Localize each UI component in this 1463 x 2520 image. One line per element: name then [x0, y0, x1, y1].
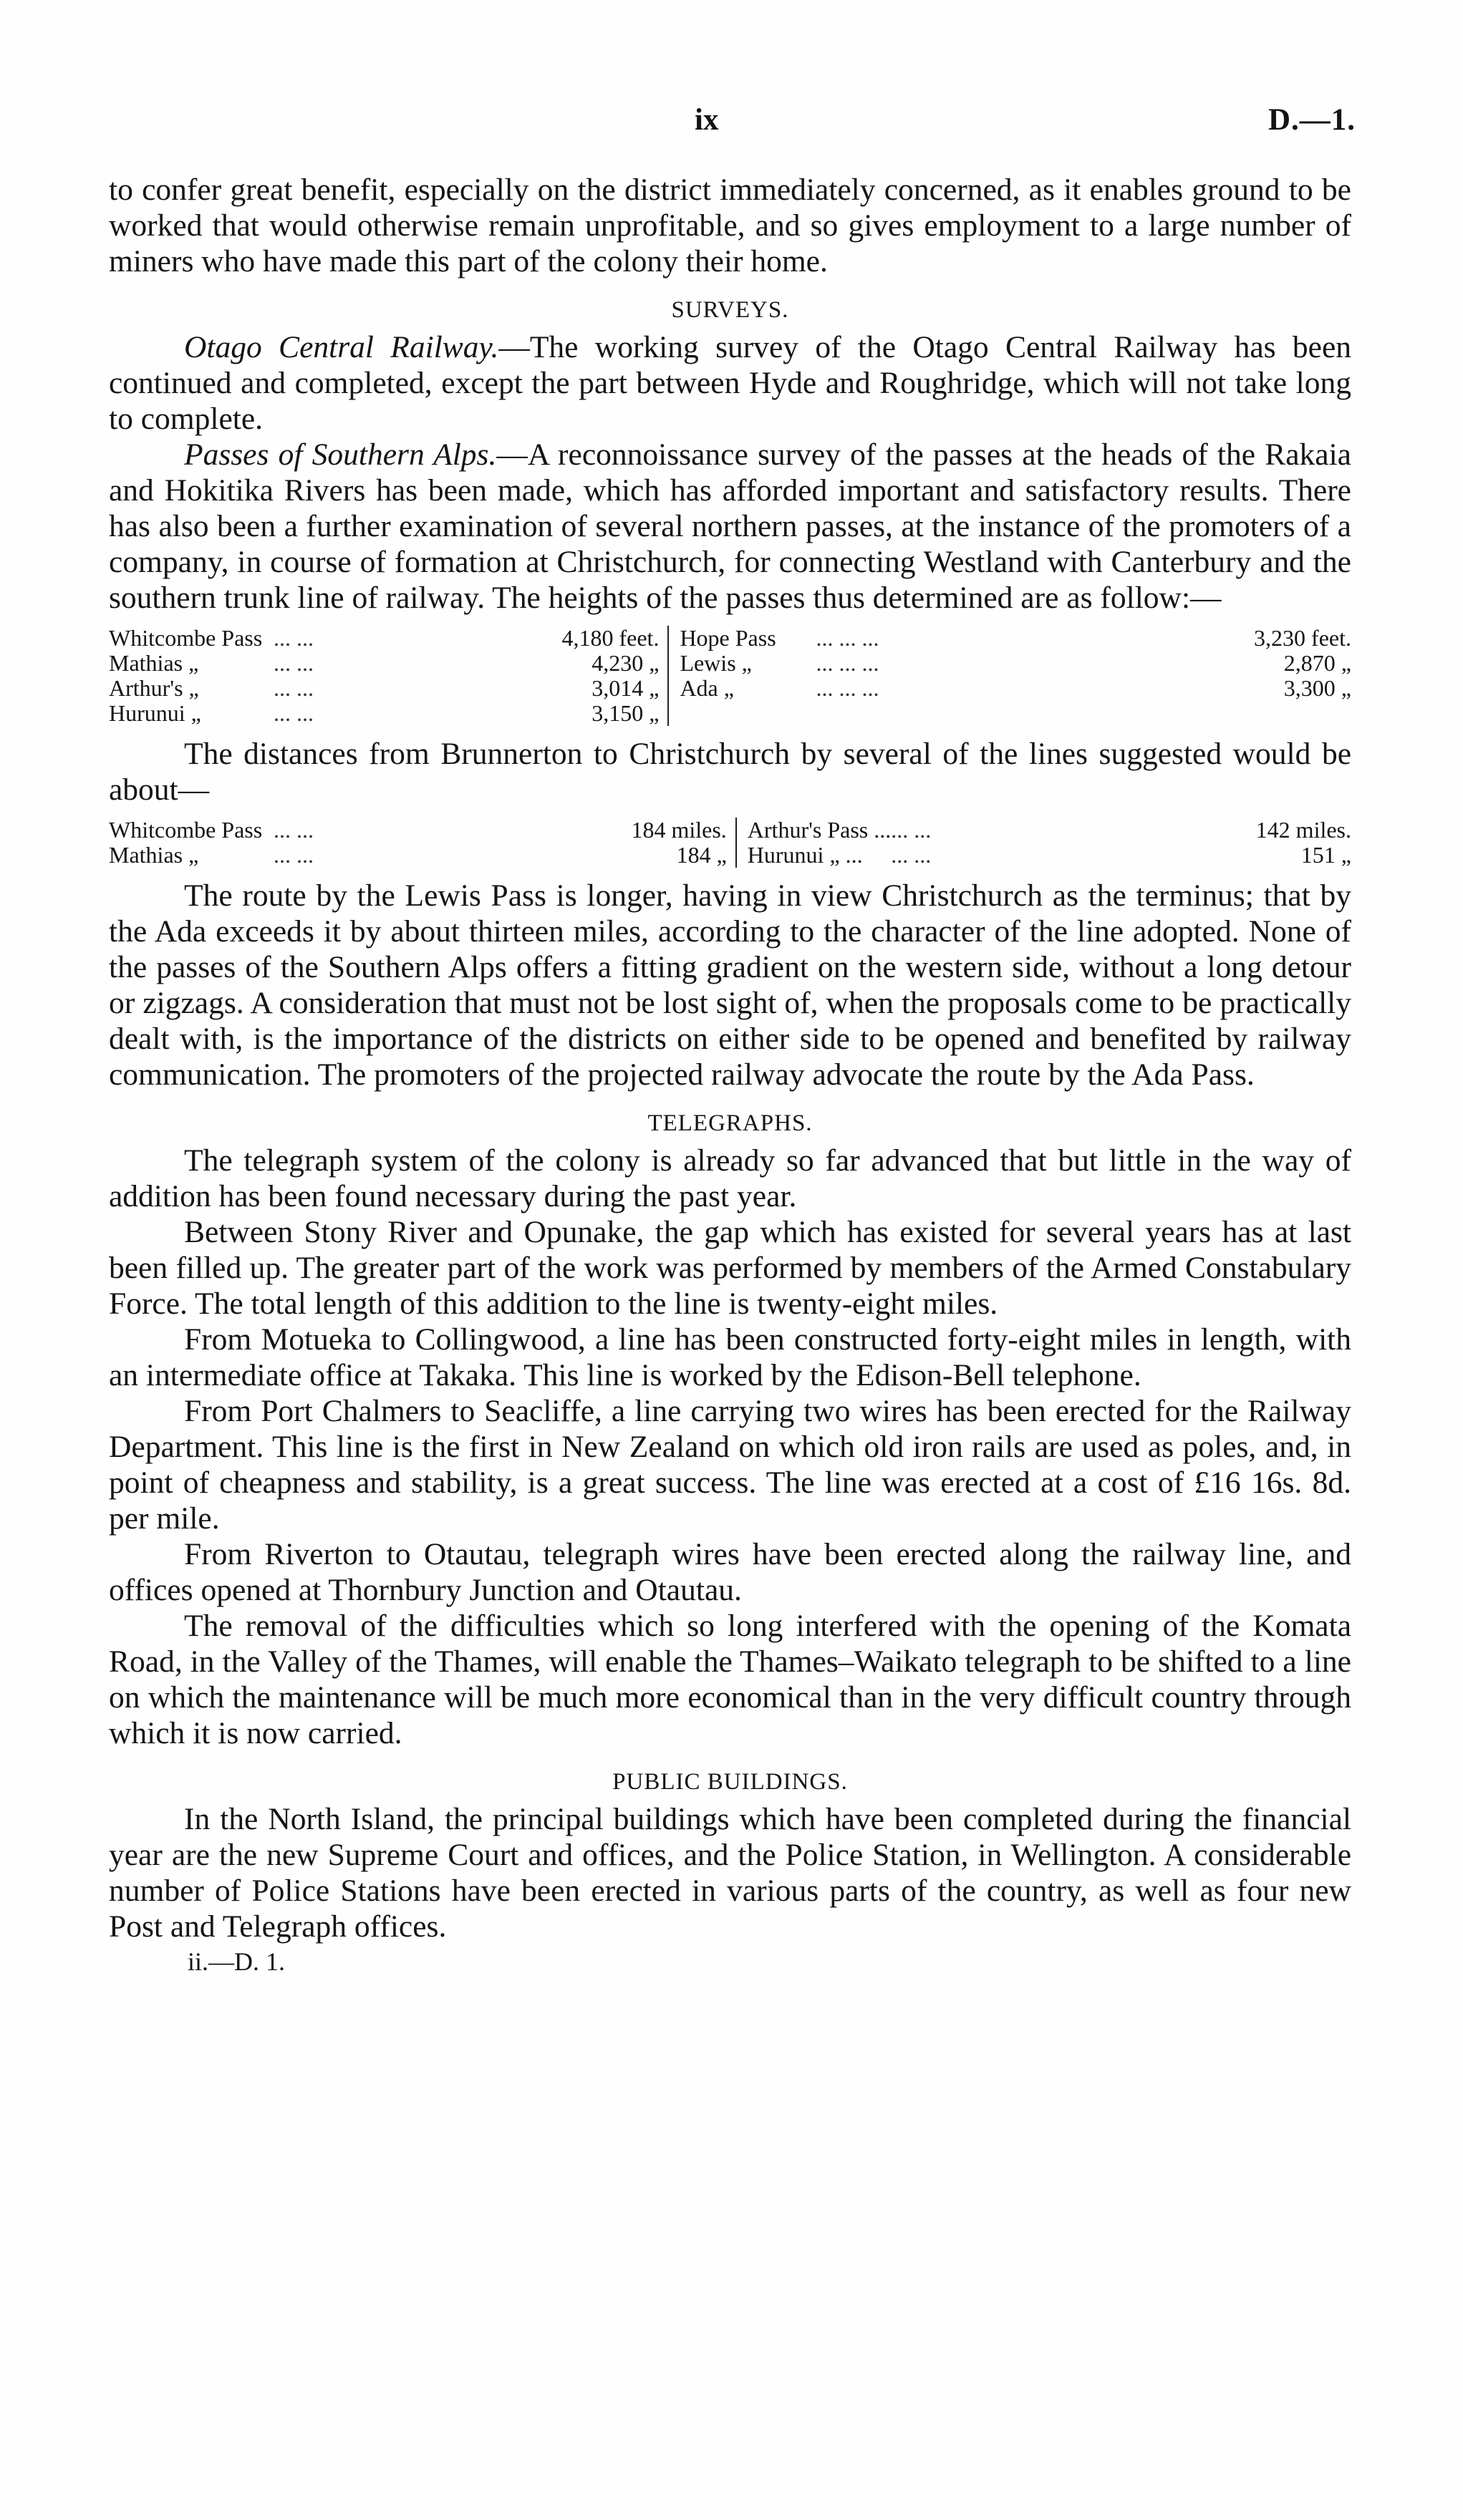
telegraphs-paragraph: From Riverton to Otautau, telegraph wires have been erected along the railway line, and offices opened at Thornbury Junction and Otautau. [109, 1537, 1351, 1607]
page-number: ix [695, 103, 719, 137]
signature-mark: ii.—D. 1. [188, 1947, 286, 1976]
surveys-heading: SURVEYS. [671, 297, 789, 323]
table-row [109, 651, 1351, 676]
leader-dots: ... ... ... [816, 650, 879, 676]
pass-height: 3,230 feet. [1254, 625, 1351, 651]
leader-dots [816, 701, 1208, 726]
pass-name: Lewis „ [680, 650, 752, 676]
telegraphs-paragraph: From Port Chalmers to Seacliffe, a line carrying two wires has been erected for the Railway Department. This line is the first in New Zealand on which old iron rails are used as poles, and, in point of cheapness and stability, is a great success. The line was erected at a cost of £16 16s. 8d. per mile. [109, 1394, 1351, 1536]
pass-name: Mathias „ [109, 650, 199, 676]
table-row [109, 701, 1351, 726]
leader-dots: ... ... ... [816, 625, 879, 651]
page-header [0, 102, 1463, 145]
table-row [109, 676, 1351, 701]
pass-name: Hope Pass [680, 625, 776, 651]
leader-dots: ... ... [274, 650, 314, 676]
passes-paragraph [109, 437, 1351, 616]
pass-name: Whitcombe Pass [109, 625, 263, 651]
pass-height: 3,014 „ [592, 675, 660, 701]
page-body [109, 172, 1351, 1977]
telegraphs-paragraph: Between Stony River and Opunake, the gap which has existed for several years has at last been filled up. The greater part of the work was performed by members of the Armed Constabulary Force. The total length of this addition to the line is twenty-eight miles. [109, 1215, 1351, 1321]
telegraphs-heading: TELEGRAPHS. [647, 1110, 813, 1136]
leader-dots: ... ... ... [816, 675, 879, 701]
public-buildings-paragraph: In the North Island, the principal buildings which have been completed during the financial year are the new Supreme Court and offices, and the Police Station, in Wellington. A considerable number of Police Stations have been erected in various parts of the country, as well as four new Post and Telegraph offices. [109, 1802, 1351, 1944]
telegraphs-paragraph: From Motueka to Collingwood, a line has been constructed forty-eight miles in length, with an intermediate office at Takaka. This line is worked by the Edison-Bell telephone. [109, 1322, 1351, 1392]
document-reference: D.—1. [1268, 103, 1356, 137]
route-paragraph: The route by the Lewis Pass is longer, having in view Christchurch as the terminus; that by the Ada exceeds it by about thirteen miles, according to the character of the line adopted. None of the passes of the Southern Alps offers a fitting gradient on the western side, without a long detour or zigzags. A consideration that must not be lost sight of, when the proposals come to be practically dealt with, is the importance of the districts on either side to be opened and benefited by railway communication. The promoters of the projected railway advocate the route by the Ada Pass. [109, 878, 1351, 1092]
leader-dots: ... ... [891, 817, 932, 843]
route-distance: 184 miles. [631, 817, 727, 843]
pass-height: 2,870 „ [1283, 650, 1351, 676]
otago-text: —The working survey of the Otago Central Railway has been continued and completed, except the part between Hyde and Roughridge, which will not take long to complete. [109, 330, 1352, 436]
pass-name: Hurunui „ [109, 700, 201, 726]
pass-height: 4,230 „ [592, 650, 660, 676]
route-name: Mathias „ [109, 842, 199, 868]
pass-height: 3,150 „ [592, 700, 660, 726]
pass-name: Ada „ [680, 675, 734, 701]
route-distance: 184 „ [676, 842, 727, 868]
pass-height: 3,300 „ [1283, 675, 1351, 701]
public-buildings-heading: PUBLIC BUILDINGS. [612, 1769, 848, 1795]
passes-text: —A reconnoissance survey of the passes at the heads of the Rakaia and Hokitika Rivers has been made, which has afforded important and satisfactory results. There has also been a further examination of several northern passes, at the instance of the promoters of a company, in course of formation at Christchurch, for connecting Westland with Canterbury and the southern trunk line of railway. The heights of the passes thus determined are as follow:— [109, 437, 1351, 615]
pass-heights-table [109, 626, 1351, 726]
leader-dots: ... ... [274, 625, 314, 651]
otago-title: Otago Central Railway. [184, 330, 499, 364]
distances-intro: The distances from Brunnerton to Christchurch by several of the lines suggested would be about— [109, 737, 1351, 807]
telegraphs-paragraph: The telegraph system of the colony is already so far advanced that but little in the way of addition has been found necessary during the past year. [109, 1143, 1351, 1213]
telegraphs-paragraph: The removal of the difficulties which so long interfered with the opening of the Komata Road, in the Valley of the Thames, will enable the Thames–Waikato telegraph to be shifted to a line on which the maintenance will be much more economical than in the very difficult country through which it is now carried. [109, 1609, 1351, 1750]
leader-dots: ... ... [274, 675, 314, 701]
table-row [109, 626, 1351, 651]
pass-height: 4,180 feet. [561, 625, 660, 651]
pass-height [1208, 701, 1351, 726]
leader-dots: ... ... [274, 817, 314, 843]
leader-dots: ... ... [274, 842, 314, 868]
distances-table [109, 818, 1351, 868]
route-name: Hurunui „ ... [747, 842, 863, 868]
intro-paragraph: to confer great benefit, especially on the district immediately concerned, as it enables ground to be worked that would otherwise remain unprofitable, and so gives employment to a large number of miners who have made this part of the colony their home. [109, 173, 1351, 278]
route-distance: 142 miles. [1255, 817, 1351, 843]
route-name: Whitcombe Pass [109, 817, 263, 843]
table-row [109, 818, 1351, 843]
leader-dots: ... ... [891, 842, 932, 868]
leader-dots: ... ... [274, 700, 314, 726]
route-name: Arthur's Pass ... [747, 817, 892, 843]
pass-name [671, 701, 816, 726]
passes-title: Passes of Southern Alps. [184, 437, 497, 472]
otago-paragraph [109, 329, 1351, 437]
route-distance: 151 „ [1300, 842, 1351, 868]
pass-name: Arthur's „ [109, 675, 199, 701]
table-row [109, 843, 1351, 868]
